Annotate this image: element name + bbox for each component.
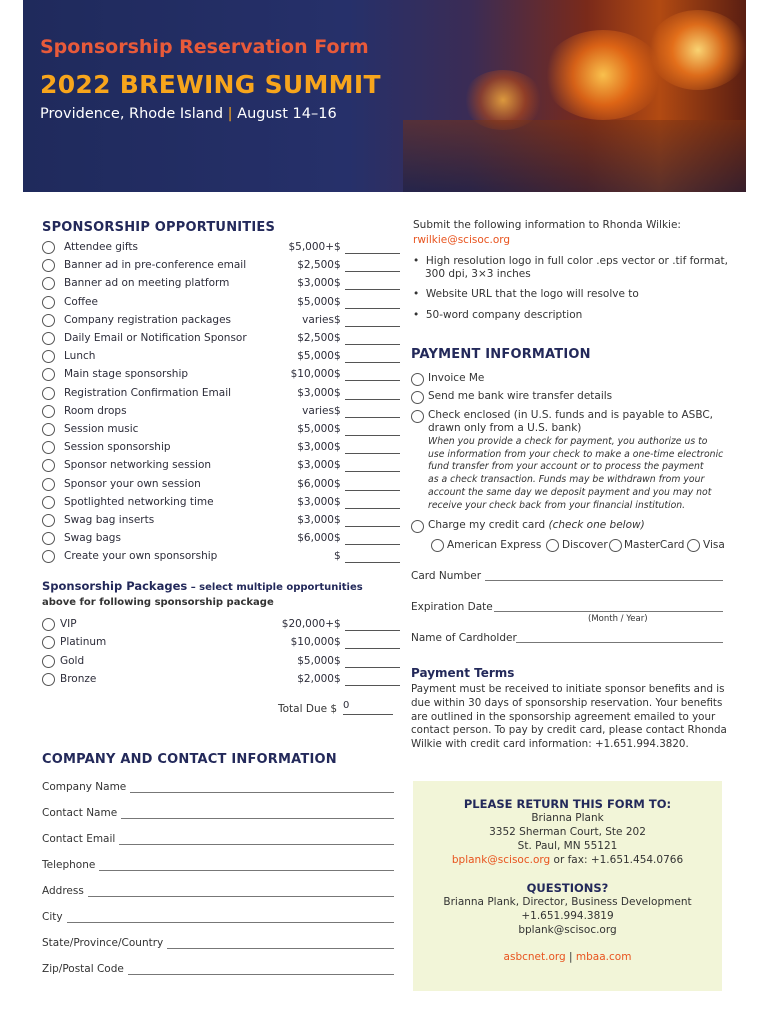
visa-radio[interactable] — [687, 539, 700, 552]
opportunity-amount-field[interactable] — [345, 253, 400, 254]
opportunity-radio[interactable] — [42, 387, 55, 400]
company-field-input[interactable] — [99, 870, 394, 871]
opportunity-row — [42, 531, 397, 549]
opportunity-radio[interactable] — [42, 550, 55, 563]
check-note-line: When you provide a check for payment, you authorize us to — [428, 436, 708, 447]
bullet-description-text: 50-word company description — [425, 309, 583, 321]
terms-line: due within 30 days of sponsorship reservation. Your benefits — [411, 696, 723, 709]
check-note-line: use information from your check to make a one-time electronic — [428, 448, 724, 460]
check-label-cont: drawn only from a U.S. bank) — [428, 422, 582, 434]
company-field-input[interactable] — [121, 818, 394, 819]
opportunity-label: Attendee gifts — [64, 241, 138, 253]
terms-line: are outlined in the sponsorship agreement emailed to your — [411, 710, 716, 723]
opportunity-row — [42, 276, 397, 294]
invoice-radio[interactable] — [411, 373, 424, 386]
mastercard-label: MasterCard — [624, 539, 685, 551]
company-field-label: Contact Email — [42, 833, 116, 845]
opportunity-row — [42, 295, 397, 313]
credit-card-radio[interactable] — [411, 520, 424, 533]
location-separator: | — [227, 106, 233, 122]
opportunity-price: $5,000 — [297, 350, 334, 362]
opportunity-label: Sponsor networking session — [64, 459, 212, 471]
currency-sign: $ — [334, 673, 341, 685]
company-field-label: Address — [42, 885, 84, 897]
opportunity-amount-field[interactable] — [345, 289, 400, 290]
opportunity-amount-field[interactable] — [345, 544, 400, 545]
opportunity-price: $6,000 — [297, 532, 334, 544]
return-fax: or fax: +1.651.454.0766 — [550, 854, 684, 866]
check-note-line: as a check transaction. Funds may be withdrawn from your — [428, 474, 705, 486]
packages-note: – select multiple opportunities — [187, 582, 363, 593]
currency-sign: $ — [334, 277, 341, 289]
opportunity-label: Company registration packages — [64, 314, 232, 326]
opportunity-price: varies — [302, 314, 334, 326]
total-due-label: Total Due $ — [278, 703, 338, 715]
opportunity-label: Main stage sponsorship — [64, 368, 189, 380]
discover-label: Discover — [562, 539, 608, 551]
company-field-input[interactable] — [67, 922, 394, 923]
opportunity-radio[interactable] — [42, 277, 55, 290]
package-amount-field[interactable] — [345, 685, 400, 686]
month-year-hint: (Month / Year) — [588, 614, 648, 624]
currency-sign: $ — [334, 350, 341, 362]
currency-sign: $ — [334, 332, 341, 344]
opportunity-price: varies — [302, 405, 334, 417]
bullet-logo: • High resolution logo in full color .eps vector or .tif format, — [413, 255, 728, 267]
questions-heading: QUESTIONS? — [526, 881, 609, 895]
opportunity-price: $5,000 — [297, 296, 334, 308]
event-location — [40, 106, 337, 122]
currency-sign: $ — [334, 550, 341, 562]
currency-sign: $ — [334, 532, 341, 544]
opportunity-radio[interactable] — [42, 441, 55, 454]
package-price: $10,000 — [290, 636, 334, 648]
package-row — [42, 617, 397, 635]
package-price: $5,000 — [297, 655, 334, 667]
bullet-url: • Website URL that the logo will resolve to — [413, 288, 639, 300]
package-row — [42, 654, 397, 672]
header-banner — [23, 0, 746, 192]
opportunity-radio[interactable] — [42, 350, 55, 363]
amex-radio[interactable] — [431, 539, 444, 552]
opportunity-row — [42, 349, 397, 367]
opportunity-amount-field[interactable] — [345, 308, 400, 309]
currency-sign: $ — [334, 314, 341, 326]
opportunity-label: Session music — [64, 423, 139, 435]
opportunity-row — [42, 422, 397, 440]
currency-sign: $ — [334, 296, 341, 308]
visa-label: Visa — [703, 539, 725, 551]
opportunity-amount-field[interactable] — [345, 526, 400, 527]
opportunity-price: $5,000 — [297, 423, 334, 435]
currency-sign: $ — [334, 259, 341, 271]
discover-radio[interactable] — [546, 539, 559, 552]
opportunity-row — [42, 313, 397, 331]
opportunity-radio[interactable] — [42, 478, 55, 491]
bullet-logo-cont: 300 dpi, 3×3 inches — [425, 268, 531, 280]
opportunity-amount-field[interactable] — [345, 508, 400, 509]
opportunity-label: Registration Confirmation Email — [64, 387, 232, 399]
submit-intro: Submit the following information to Rhonda Wilkie: — [413, 219, 681, 231]
amex-label: American Express — [447, 539, 542, 551]
package-label: VIP — [60, 618, 77, 630]
opportunity-amount-field[interactable] — [345, 417, 400, 418]
opportunities-heading: SPONSORSHIP OPPORTUNITIES — [42, 220, 276, 235]
opportunity-label: Banner ad in pre-conference email — [64, 259, 247, 271]
package-radio[interactable] — [42, 636, 55, 649]
cardholder-label: Name of Cardholder — [411, 632, 517, 644]
event-title: 2022 BREWING SUMMIT — [40, 70, 381, 99]
terms-line: contact person. To pay by credit card, please contact Rhonda — [411, 724, 727, 737]
company-field-label: State/Province/Country — [42, 937, 164, 949]
opportunity-amount-field[interactable] — [345, 362, 400, 363]
questions-email-link[interactable]: bplank@scisoc.org — [518, 924, 617, 936]
opportunity-amount-field[interactable] — [345, 326, 400, 327]
currency-sign: $ — [334, 368, 341, 380]
payment-heading: PAYMENT INFORMATION — [411, 347, 591, 362]
company-field-label: Contact Name — [42, 807, 118, 819]
bullet-logo-text: High resolution logo in full color .eps vector or .tif format, — [425, 255, 728, 267]
opportunity-price: $3,000 — [297, 459, 334, 471]
form-title: Sponsorship Reservation Form — [40, 36, 369, 58]
package-price: $20,000+ — [281, 618, 334, 630]
package-amount-field[interactable] — [345, 630, 400, 631]
opportunity-price: $2,500 — [297, 332, 334, 344]
opportunity-label: Coffee — [64, 296, 98, 308]
opportunity-price: $6,000 — [297, 478, 334, 490]
currency-sign: $ — [334, 405, 341, 417]
opportunity-radio[interactable] — [42, 459, 55, 472]
opportunity-price: $2,500 — [297, 259, 334, 271]
opportunity-amount-field[interactable] — [345, 453, 400, 454]
opportunity-amount-field[interactable] — [345, 471, 400, 472]
opportunity-price: $3,000 — [297, 441, 334, 453]
package-radio[interactable] — [42, 673, 55, 686]
packages-title: Sponsorship Packages — [42, 579, 188, 593]
currency-sign: $ — [334, 441, 341, 453]
opportunity-price: $5,000+ — [288, 241, 334, 253]
currency-sign: $ — [334, 618, 341, 630]
opportunity-label: Daily Email or Notification Sponsor — [64, 332, 247, 344]
opportunity-label: Swag bags — [64, 532, 121, 544]
terms-line: Wilkie with credit card information: +1.651.994.3820. — [411, 738, 689, 751]
opportunity-radio[interactable] — [42, 405, 55, 418]
opportunity-row — [42, 513, 397, 531]
company-field-label: Company Name — [42, 781, 127, 793]
submit-email-link[interactable]: rwilkie@scisoc.org — [413, 234, 511, 246]
site-separator: | — [565, 951, 576, 963]
currency-sign: $ — [334, 387, 341, 399]
opportunity-label: Session sponsorship — [64, 441, 171, 453]
opportunity-radio[interactable] — [42, 423, 55, 436]
asbc-link[interactable]: asbcnet.org — [503, 951, 566, 963]
opportunity-label: Create your own sponsorship — [64, 550, 218, 562]
invoice-label: Invoice Me — [428, 372, 485, 384]
check-label: Check enclosed (in U.S. funds and is payable to ASBC, — [428, 409, 714, 421]
package-radio[interactable] — [42, 655, 55, 668]
opportunity-price: $3,000 — [297, 514, 334, 526]
return-box — [413, 781, 722, 991]
opportunity-amount-field[interactable] — [345, 380, 400, 381]
opportunity-row — [42, 549, 397, 567]
return-heading: PLEASE RETURN THIS FORM TO: — [463, 797, 672, 811]
opportunity-row — [42, 495, 397, 513]
currency-sign: $ — [334, 423, 341, 435]
packages-heading — [42, 579, 363, 593]
expiration-field[interactable] — [494, 611, 723, 612]
credit-card-note: (check one below) — [548, 519, 645, 531]
package-amount-field[interactable] — [345, 667, 400, 668]
lantern-fire-image — [648, 10, 746, 90]
opportunity-row — [42, 477, 397, 495]
return-name: Brianna Plank — [531, 812, 604, 824]
opportunity-price: $3,000 — [297, 387, 334, 399]
return-contact-line — [413, 854, 722, 866]
location-text: Providence, Rhode Island — [40, 106, 224, 122]
package-row — [42, 635, 397, 653]
currency-sign: $ — [334, 478, 341, 490]
check-note-line: account the same day we deposit payment and you may not — [428, 486, 712, 498]
opportunity-row — [42, 404, 397, 422]
credit-card-label-text: Charge my credit card — [428, 519, 546, 531]
company-field-input[interactable] — [167, 948, 394, 949]
currency-sign: $ — [334, 636, 341, 648]
opportunity-radio[interactable] — [42, 514, 55, 527]
package-label: Platinum — [60, 636, 107, 648]
check-radio[interactable] — [411, 410, 424, 423]
opportunity-amount-field[interactable] — [345, 562, 400, 563]
cardholder-field[interactable] — [516, 642, 723, 643]
check-note-line: fund transfer from your account or to process the payment — [428, 461, 704, 473]
opportunity-row — [42, 386, 397, 404]
river-image — [403, 120, 746, 192]
opportunity-amount-field[interactable] — [345, 435, 400, 436]
opportunity-label: Sponsor your own session — [64, 478, 201, 490]
opportunity-row — [42, 440, 397, 458]
packages-subnote: above for following sponsorship package — [42, 597, 274, 608]
opportunity-label: Banner ad on meeting platform — [64, 277, 230, 289]
opportunity-amount-field[interactable] — [345, 344, 400, 345]
opportunity-amount-field[interactable] — [345, 399, 400, 400]
mbaa-link[interactable]: mbaa.com — [575, 951, 632, 963]
opportunity-row — [42, 258, 397, 276]
opportunity-label: Lunch — [64, 350, 96, 362]
package-row — [42, 672, 397, 690]
questions-contact: Brianna Plank, Director, Business Development — [443, 896, 692, 908]
currency-sign: $ — [334, 496, 341, 508]
opportunity-label: Swag bag inserts — [64, 514, 155, 526]
opportunity-row — [42, 240, 397, 258]
websites — [413, 951, 722, 963]
terms-heading — [411, 666, 514, 680]
opportunity-radio[interactable] — [42, 296, 55, 309]
expiration-label: Expiration Date — [411, 601, 493, 613]
company-field-label: Zip/Postal Code — [42, 963, 124, 975]
opportunity-label: Room drops — [64, 405, 127, 417]
package-label: Bronze — [60, 673, 97, 685]
terms-line: Payment must be received to initiate sponsor benefits and is — [411, 683, 725, 695]
total-due-field[interactable] — [343, 700, 393, 715]
opportunity-amount-field[interactable] — [345, 490, 400, 491]
package-amount-field[interactable] — [345, 648, 400, 649]
company-field-label: Telephone — [42, 859, 96, 871]
opportunity-row — [42, 367, 397, 385]
package-radio[interactable] — [42, 618, 55, 631]
return-city: St. Paul, MN 55121 — [517, 840, 618, 852]
total-due-value: 0 — [343, 700, 350, 711]
company-heading: COMPANY AND CONTACT INFORMATION — [42, 752, 337, 767]
package-price: $2,000 — [297, 673, 334, 685]
opportunity-row — [42, 458, 397, 476]
return-street: 3352 Sherman Court, Ste 202 — [489, 826, 646, 838]
opportunity-radio[interactable] — [42, 259, 55, 272]
opportunity-radio[interactable] — [42, 314, 55, 327]
wire-radio[interactable] — [411, 391, 424, 404]
bullet-url-text: Website URL that the logo will resolve to — [425, 288, 639, 300]
credit-card-label — [428, 519, 645, 531]
card-number-label: Card Number — [411, 570, 482, 582]
opportunity-radio[interactable] — [42, 332, 55, 345]
opportunity-amount-field[interactable] — [345, 271, 400, 272]
opportunity-price: $3,000 — [297, 496, 334, 508]
opportunity-radio[interactable] — [42, 368, 55, 381]
company-field-input[interactable] — [88, 896, 394, 897]
opportunity-radio[interactable] — [42, 532, 55, 545]
company-field-input[interactable] — [119, 844, 394, 845]
opportunity-row — [42, 331, 397, 349]
lantern-fire-image — [543, 30, 663, 120]
card-number-field[interactable] — [485, 580, 723, 581]
package-label: Gold — [60, 655, 85, 667]
company-field-input[interactable] — [130, 792, 394, 793]
company-field-label: City — [42, 911, 63, 923]
company-field-input[interactable] — [128, 974, 394, 975]
wire-label: Send me bank wire transfer details — [428, 390, 613, 402]
currency-sign: $ — [334, 514, 341, 526]
opportunity-radio[interactable] — [42, 496, 55, 509]
opportunity-label: Spotlighted networking time — [64, 496, 214, 508]
opportunity-price: $10,000 — [290, 368, 334, 380]
currency-sign: $ — [334, 459, 341, 471]
opportunity-radio[interactable] — [42, 241, 55, 254]
currency-sign: $ — [334, 241, 341, 253]
opportunity-price: $3,000 — [297, 277, 334, 289]
mastercard-radio[interactable] — [609, 539, 622, 552]
questions-phone: +1.651.994.3819 — [521, 910, 614, 922]
return-email-link[interactable]: bplank@scisoc.org — [451, 854, 551, 866]
bullet-description: • 50-word company description — [413, 309, 583, 321]
check-note-line: receive your check back from your financial institution. — [428, 499, 686, 511]
terms-heading-text: Payment Terms — [411, 666, 515, 680]
currency-sign: $ — [334, 655, 341, 667]
event-dates: August 14–16 — [237, 106, 337, 122]
